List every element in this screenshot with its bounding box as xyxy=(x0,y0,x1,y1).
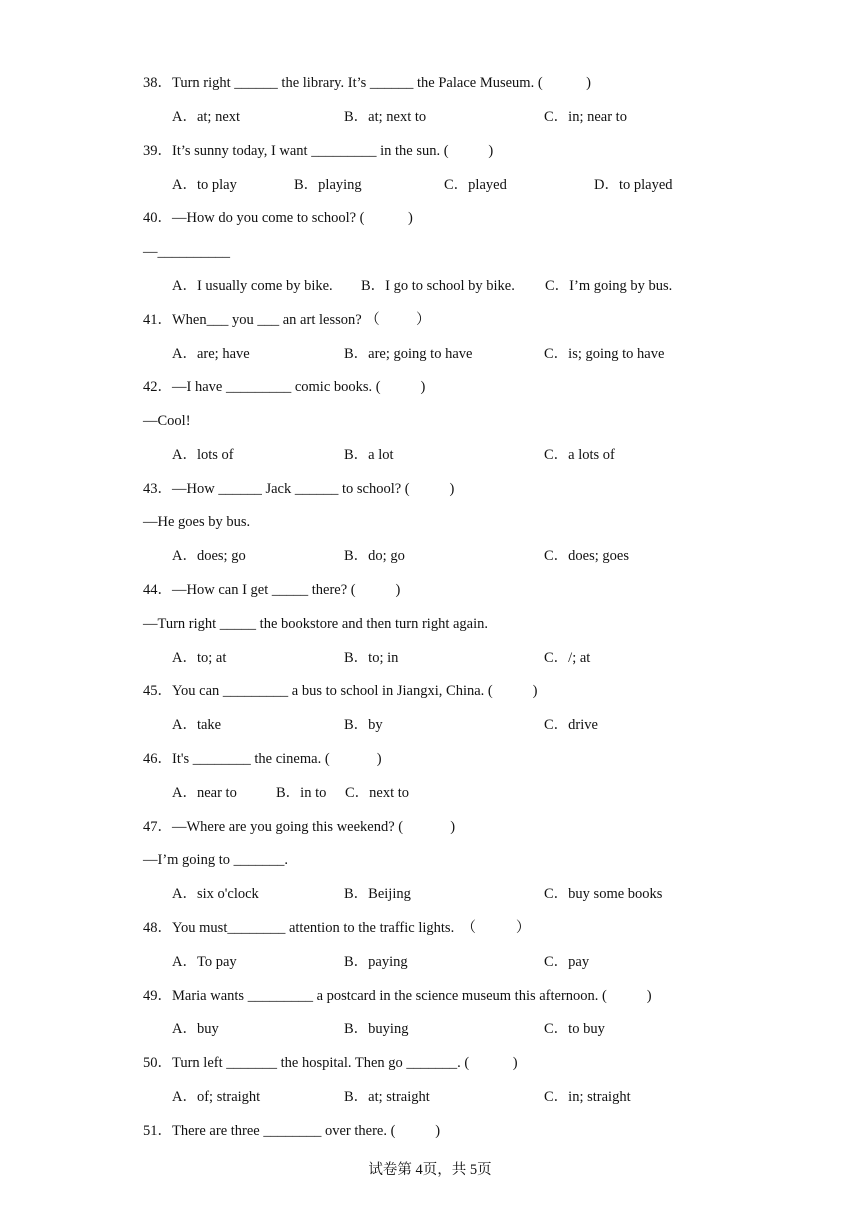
question-39-stem: 39．It’s sunny today, I want _________ in the sun. ( ) xyxy=(143,143,494,159)
question-40-stem: 40．—How do you come to school? ( ) xyxy=(143,210,413,226)
q40-answer-line: —__________ xyxy=(143,244,230,260)
q49-option-c[interactable]: C．to buy xyxy=(544,1021,605,1037)
q43-option-a[interactable]: A．does; go xyxy=(172,548,246,564)
page-footer: 试卷第 4页，共 5页 xyxy=(368,1162,492,1178)
question-45-stem: 45．You can _________ a bus to school in Jiangxi, China. ( ) xyxy=(143,683,538,699)
q48-option-c[interactable]: C．pay xyxy=(544,954,590,970)
question-44-stem: 44．—How can I get _____ there? ( ) xyxy=(143,582,401,598)
q49-option-b[interactable]: B．buying xyxy=(344,1021,409,1037)
q44-answer-line: —Turn right _____ the bookstore and then turn right again. xyxy=(143,616,489,632)
q39-option-b[interactable]: B．playing xyxy=(294,177,362,193)
q44-option-a[interactable]: A．to; at xyxy=(172,650,227,666)
q50-option-a[interactable]: A．of; straight xyxy=(172,1089,261,1105)
q40-option-b[interactable]: B．I go to school by bike. xyxy=(361,278,515,294)
q44-option-c[interactable]: C．/; at xyxy=(544,650,591,666)
q42-option-b[interactable]: B．a lot xyxy=(344,447,394,463)
q38-option-b[interactable]: B．at; next to xyxy=(344,109,427,125)
q47-answer-line: —I’m going to _______. xyxy=(143,852,288,868)
q42-option-a[interactable]: A．lots of xyxy=(172,447,234,463)
question-48-stem: 48．You must________ attention to the traffic lights. （ ） xyxy=(143,920,531,936)
q47-option-c[interactable]: C．buy some books xyxy=(544,886,663,902)
question-43-stem: 43．—How ______ Jack ______ to school? ( ) xyxy=(143,481,455,497)
q49-option-a[interactable]: A．buy xyxy=(172,1021,219,1037)
question-47-stem: 47．—Where are you going this weekend? ( ) xyxy=(143,819,456,835)
q40-option-c[interactable]: C．I’m going by bus. xyxy=(545,278,673,294)
question-42-stem: 42．—I have _________ comic books. ( ) xyxy=(143,379,426,395)
q38-option-a[interactable]: A．at; next xyxy=(172,109,241,125)
question-51-stem: 51．There are three ________ over there. ( ) xyxy=(143,1123,441,1139)
q46-option-b[interactable]: B．in to xyxy=(276,785,327,801)
q41-option-a[interactable]: A．are; have xyxy=(172,346,250,362)
q47-option-b[interactable]: B．Beijing xyxy=(344,886,411,902)
question-46-stem: 46．It's ________ the cinema. ( ) xyxy=(143,751,382,767)
q38-option-c[interactable]: C．in; near to xyxy=(544,109,627,125)
q50-option-b[interactable]: B．at; straight xyxy=(344,1089,430,1105)
q39-option-d[interactable]: D．to played xyxy=(594,177,673,193)
q41-option-b[interactable]: B．are; going to have xyxy=(344,346,473,362)
q48-option-a[interactable]: A．To pay xyxy=(172,954,237,970)
q46-option-c[interactable]: C．next to xyxy=(345,785,410,801)
q47-option-a[interactable]: A．six o'clock xyxy=(172,886,259,902)
q44-option-b[interactable]: B．to; in xyxy=(344,650,399,666)
q39-option-c[interactable]: C．played xyxy=(444,177,507,193)
question-49-stem: 49．Maria wants _________ a postcard in the science museum this afternoon. ( ) xyxy=(143,988,652,1004)
q43-answer-line: —He goes by bus. xyxy=(143,514,251,530)
q45-option-c[interactable]: C．drive xyxy=(544,717,598,733)
q42-answer-line: —Cool! xyxy=(143,413,191,429)
question-38-stem: 38．Turn right ______ the library. It’s ______ the Palace Museum. ( ) xyxy=(143,75,591,91)
q42-option-c[interactable]: C．a lots of xyxy=(544,447,615,463)
question-50-stem: 50．Turn left _______ the hospital. Then go _______. ( ) xyxy=(143,1055,518,1071)
q43-option-c[interactable]: C．does; goes xyxy=(544,548,629,564)
q40-option-a[interactable]: A．I usually come by bike. xyxy=(172,278,333,294)
q43-option-b[interactable]: B．do; go xyxy=(344,548,405,564)
q50-option-c[interactable]: C．in; straight xyxy=(544,1089,631,1105)
q45-option-a[interactable]: A．take xyxy=(172,717,222,733)
q39-option-a[interactable]: A．to play xyxy=(172,177,237,193)
q46-option-a[interactable]: A．near to xyxy=(172,785,237,801)
q45-option-b[interactable]: B．by xyxy=(344,717,383,733)
q41-option-c[interactable]: C．is; going to have xyxy=(544,346,665,362)
question-41-stem: 41．When___ you ___ an art lesson? （ ） xyxy=(143,312,431,328)
q48-option-b[interactable]: B．paying xyxy=(344,954,408,970)
